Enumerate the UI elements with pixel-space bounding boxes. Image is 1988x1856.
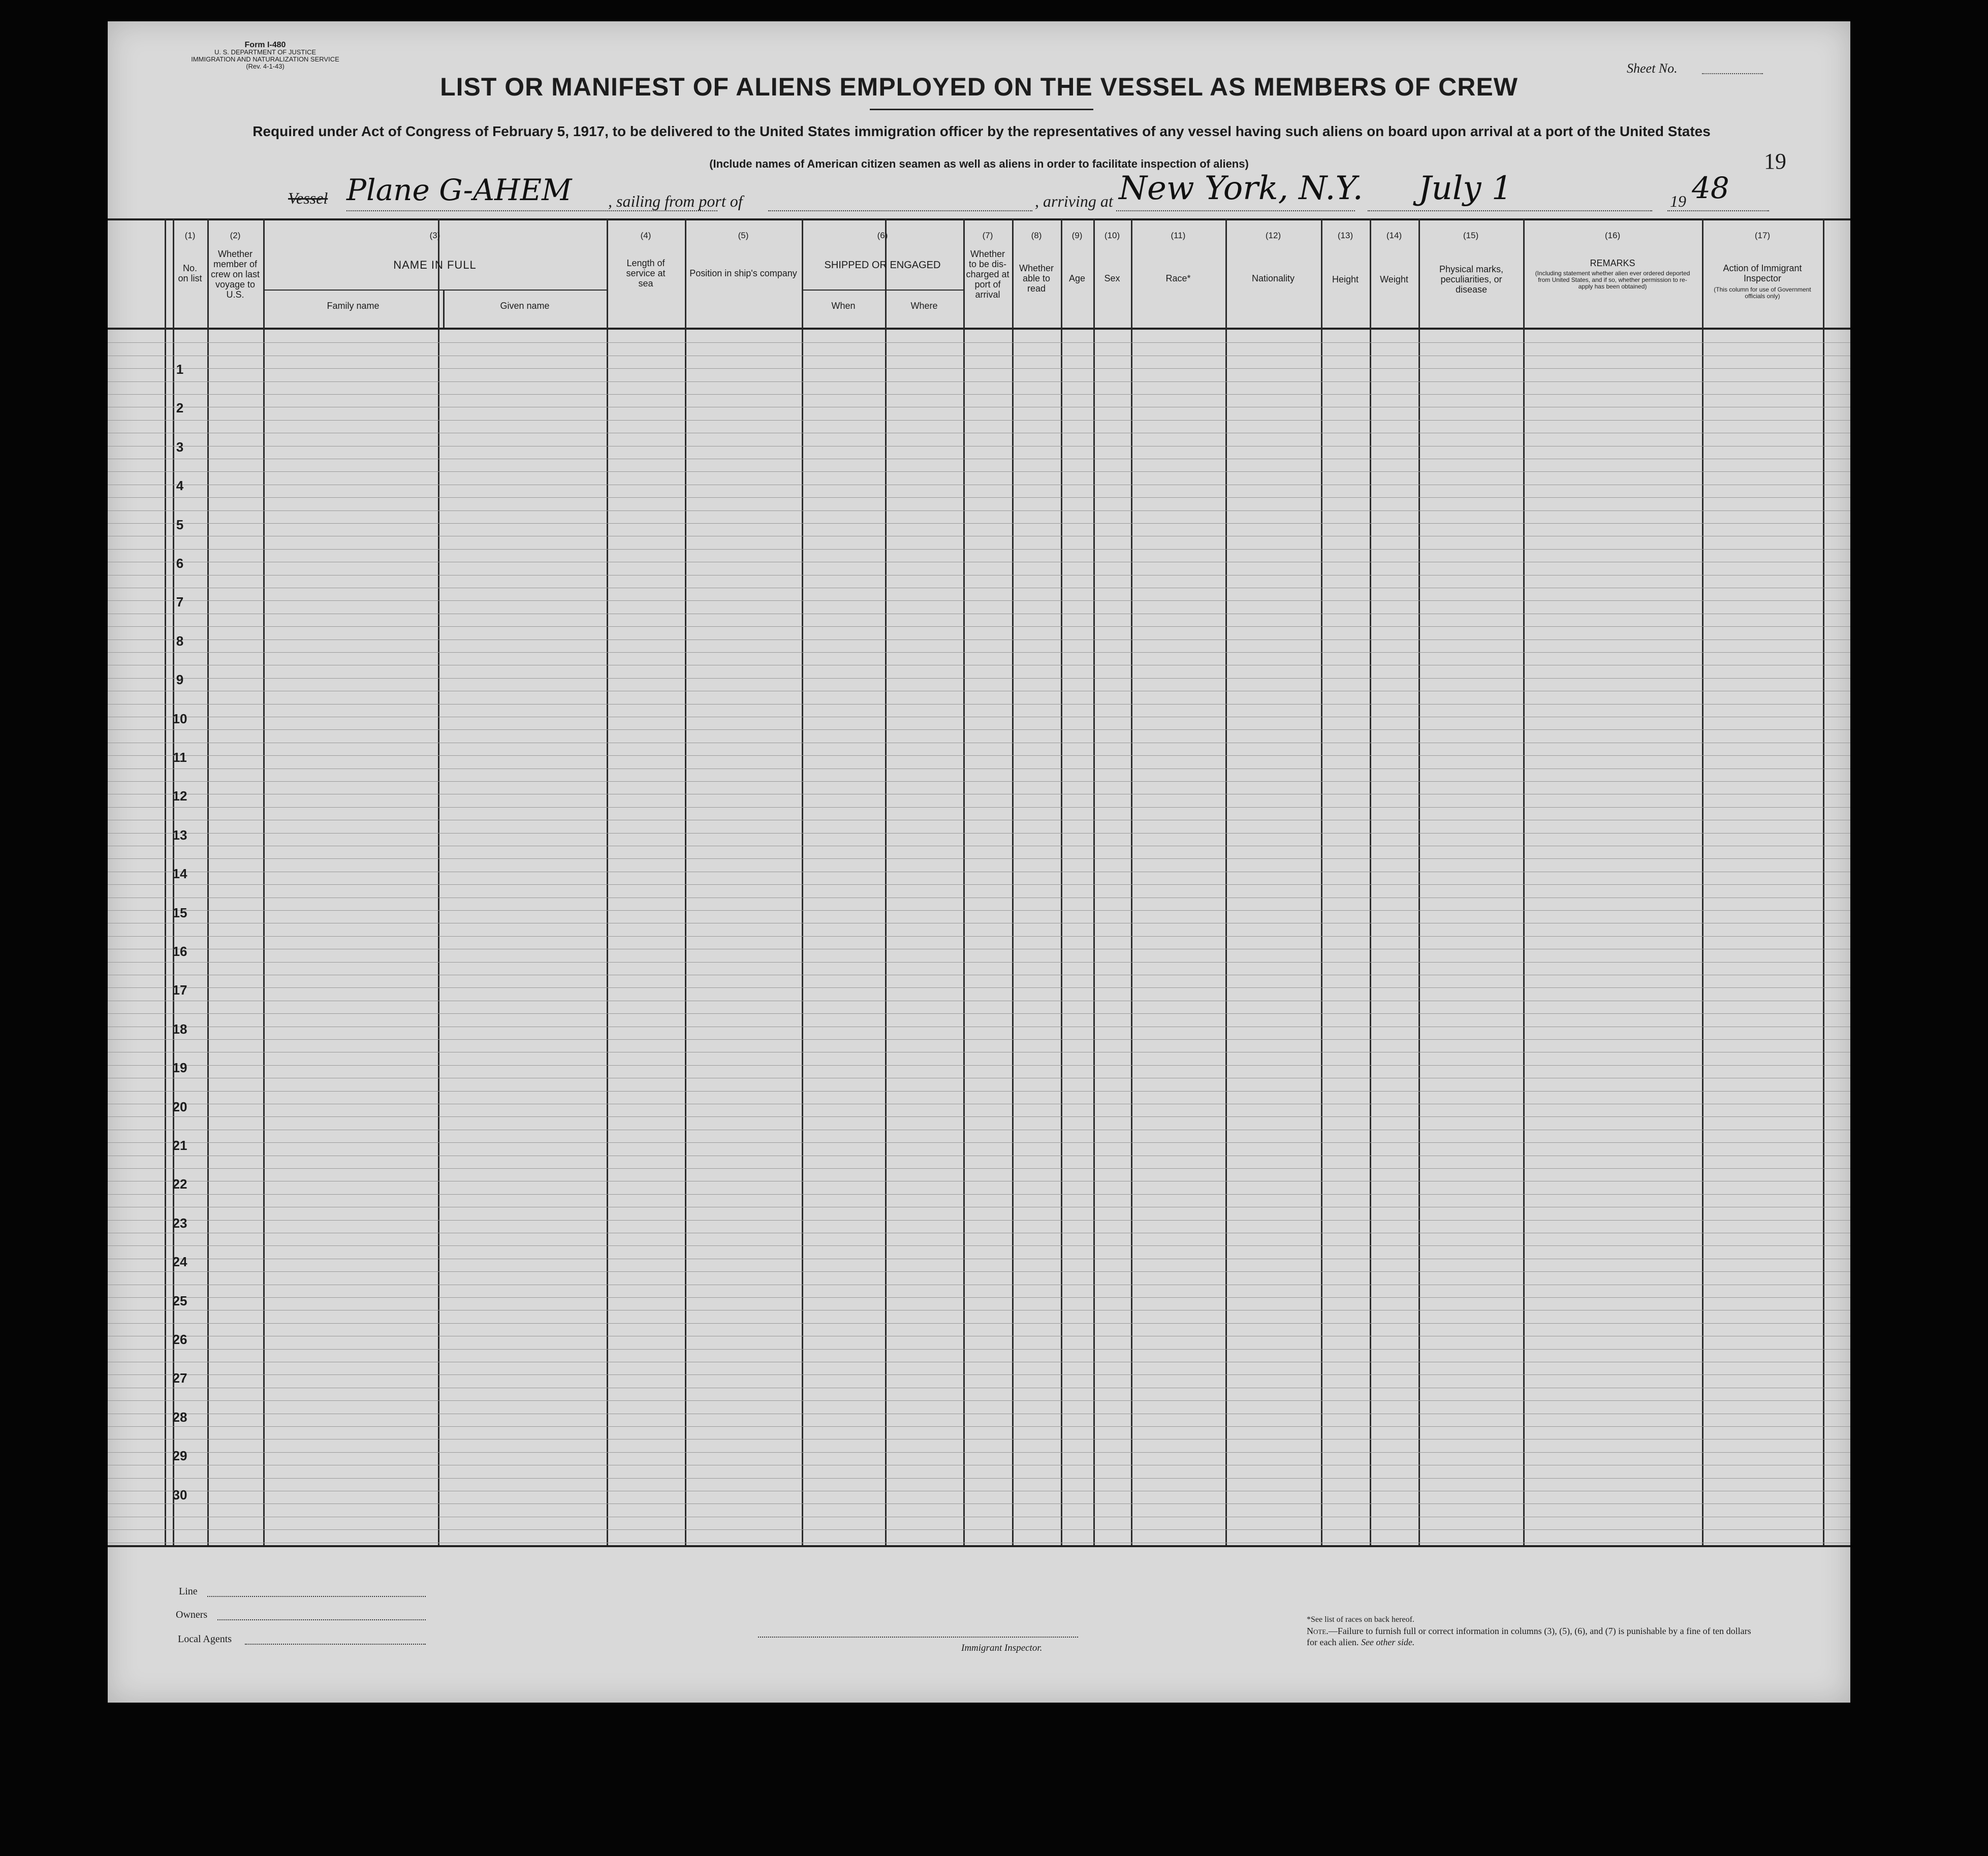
- col-num-11: (11): [1171, 231, 1186, 240]
- form-rev: (Rev. 4-1-43): [246, 62, 285, 70]
- col-num-12: (12): [1265, 231, 1281, 240]
- page-subtitle: Required under Act of Congress of February 5, 1917, to be delivered to the United States immigration officer by the representatives of any vessel having such aliens on board upon arrival at a port of the United States: [253, 123, 1711, 139]
- vessel-label: Vessel: [288, 189, 328, 207]
- row-number: 3: [176, 439, 184, 455]
- col-num-8: (8): [1031, 231, 1042, 240]
- row-rule: [108, 1503, 1850, 1504]
- row-number: 24: [172, 1254, 187, 1270]
- col-head-height: Height: [1332, 274, 1359, 284]
- row-rule: [108, 1529, 1850, 1530]
- row-rule: [108, 755, 1850, 756]
- row-number: 5: [176, 517, 184, 532]
- column-divider: [963, 218, 965, 1545]
- col-num-14: (14): [1386, 231, 1402, 240]
- row-rule: [108, 1400, 1850, 1401]
- year-prefix: 19: [1670, 192, 1686, 210]
- local-agents-field[interactable]: [245, 1644, 426, 1645]
- row-rule: [108, 833, 1850, 834]
- col-num-2: (2): [230, 231, 241, 240]
- page-stamp-number: 19: [1764, 149, 1786, 174]
- arriving-port-underline: [1116, 210, 1355, 211]
- row-number: 12: [172, 788, 187, 804]
- row-rule: [108, 936, 1850, 937]
- owners-field[interactable]: [217, 1619, 426, 1620]
- row-rule: [108, 1297, 1850, 1298]
- col-num-6: (6): [877, 231, 888, 240]
- row-number: 11: [173, 750, 187, 765]
- arriving-port-field[interactable]: New York, N.Y.: [1119, 170, 1363, 207]
- row-rule: [108, 1271, 1850, 1272]
- col-head-position: Position in ship's company: [689, 268, 797, 278]
- row-number: 7: [176, 594, 184, 610]
- row-number: 27: [172, 1370, 187, 1386]
- row-number: 8: [176, 633, 184, 649]
- form-number: Form I-480: [244, 41, 286, 49]
- row-number: 14: [172, 866, 187, 882]
- row-number: 30: [172, 1487, 187, 1502]
- column-divider: [1093, 218, 1095, 1545]
- col-head-when: When: [831, 301, 856, 311]
- footer-owners-label: Owners: [176, 1609, 208, 1620]
- row-number: 23: [172, 1215, 187, 1231]
- row-rule: [108, 1245, 1850, 1246]
- row-rule: [108, 678, 1850, 679]
- column-divider: [1702, 218, 1703, 1545]
- fine-note: [1307, 1625, 1764, 1648]
- row-rule: [108, 1374, 1850, 1375]
- row-number: 16: [172, 944, 187, 959]
- row-rule: [108, 1142, 1850, 1143]
- sheet-number-label: Sheet No.: [1627, 61, 1678, 76]
- row-rule: [108, 1426, 1850, 1427]
- row-rule: [108, 1091, 1850, 1092]
- row-rule: [108, 704, 1850, 705]
- footer-line-label: Line: [179, 1586, 198, 1597]
- col-head-inspector-action: Action of Immigrant Inspector: [1723, 263, 1802, 283]
- row-number: 18: [172, 1021, 187, 1037]
- column-divider: [1012, 218, 1014, 1545]
- row-number: 6: [176, 556, 184, 571]
- row-rule: [108, 639, 1850, 640]
- row-rule: [108, 471, 1850, 472]
- vessel-name-field[interactable]: Plane G-AHEM: [346, 173, 572, 207]
- year-underline: [1667, 210, 1769, 211]
- col-head-where: Where: [910, 301, 938, 311]
- row-rule: [108, 368, 1850, 369]
- page-title: LIST OR MANIFEST OF ALIENS EMPLOYED ON THE VESSEL AS MEMBERS OF CREW: [440, 73, 1518, 101]
- title-underline: [870, 109, 1093, 110]
- row-rule: [108, 962, 1850, 963]
- column-divider: [1225, 218, 1227, 1545]
- manifest-sheet: [108, 21, 1850, 1703]
- row-rule: [108, 858, 1850, 859]
- col-head-length-service: Length of service at sea: [626, 258, 666, 289]
- row-rule: [108, 781, 1850, 782]
- column-divider: [1061, 218, 1062, 1545]
- column-divider: [1131, 218, 1132, 1545]
- col-head-sex: Sex: [1104, 273, 1120, 283]
- column-divider: [1321, 218, 1322, 1545]
- row-rule: [108, 523, 1850, 524]
- column-divider: [207, 218, 209, 1545]
- col-head-family-name: Family name: [327, 301, 380, 311]
- row-rule: [108, 652, 1850, 653]
- row-rule: [108, 549, 1850, 550]
- row-rule: [108, 1013, 1850, 1014]
- column-divider: [1370, 218, 1371, 1545]
- column-divider: [685, 218, 686, 1545]
- row-number: 13: [172, 827, 187, 843]
- col-head-weight: Weight: [1380, 274, 1408, 284]
- col-head-able-to-read: Whether able to read: [1019, 263, 1054, 294]
- note-label: Note.: [1307, 1626, 1329, 1636]
- col-head-inspector-note: (This column for use of Government officials only): [1714, 286, 1811, 300]
- row-rule: [108, 394, 1850, 395]
- row-number: 21: [172, 1138, 187, 1153]
- row-rule: [108, 381, 1850, 382]
- row-rule: [108, 1478, 1850, 1479]
- form-dept: U. S. DEPARTMENT OF JUSTICE: [214, 48, 317, 56]
- table-header-rule: [108, 328, 1850, 330]
- col-num-10: (10): [1104, 231, 1120, 240]
- row-number: 25: [172, 1293, 187, 1308]
- row-rule: [108, 1168, 1850, 1169]
- row-rule: [108, 1065, 1850, 1066]
- arriving-label: , arriving at: [1035, 192, 1113, 210]
- col-num-17: (17): [1754, 231, 1771, 240]
- row-rule: [108, 420, 1850, 421]
- col-num-15: (15): [1463, 231, 1479, 240]
- inspector-label: Immigrant Inspector.: [961, 1643, 1043, 1653]
- row-rule: [108, 497, 1850, 498]
- col-num-9: (9): [1071, 231, 1083, 240]
- row-number: 22: [172, 1176, 187, 1192]
- inspector-signature-field[interactable]: [758, 1637, 1078, 1638]
- row-rule: [108, 807, 1850, 808]
- row-rule: [108, 1116, 1850, 1117]
- form-identifier: [159, 42, 372, 70]
- include-note: (Include names of American citizen seamen as well as aliens in order to facilitate inspection of aliens): [709, 157, 1249, 170]
- col-head-discharged: Whether to be dis-charged at port of arrival: [966, 249, 1009, 300]
- form-service: IMMIGRATION AND NATURALIZATION SERVICE: [191, 55, 339, 63]
- row-number: 15: [172, 905, 187, 920]
- col-head-nationality: Nationality: [1251, 273, 1295, 283]
- column-divider: [607, 218, 608, 1545]
- row-rule: [108, 1452, 1850, 1453]
- col-num-13: (13): [1337, 231, 1353, 240]
- row-rule: [108, 1323, 1850, 1324]
- row-number: 1: [176, 362, 184, 377]
- col-num-4: (4): [640, 231, 651, 240]
- line-field[interactable]: [207, 1596, 426, 1597]
- row-number: 2: [176, 400, 184, 416]
- col-num-7: (7): [982, 231, 993, 240]
- year-field[interactable]: 48: [1692, 171, 1729, 205]
- col-head-no-on-list: No. on list: [178, 263, 202, 283]
- row-number: 20: [172, 1099, 187, 1114]
- col-num-16: (16): [1604, 231, 1621, 240]
- col-head-age: Age: [1068, 273, 1086, 283]
- row-rule: [108, 1349, 1850, 1350]
- see-other-side: See other side.: [1361, 1637, 1415, 1647]
- row-number: 9: [176, 672, 184, 688]
- col-head-race: Race*: [1165, 273, 1191, 283]
- date-underline: [1368, 210, 1652, 211]
- name-subheader-rule: [263, 290, 607, 291]
- col-head-physical-marks: Physical marks, peculiarities, or disease: [1439, 264, 1504, 295]
- row-number: 26: [172, 1332, 187, 1347]
- note-text: —Failure to furnish full or correct information in columns (3), (5), (6), and (7) is punishable by a fine of ten dollars for each alien.: [1307, 1626, 1751, 1647]
- row-number: 29: [172, 1448, 187, 1464]
- col-num-3: (3): [429, 231, 440, 240]
- col-head-remarks-note: (Including statement whether alien ever ordered deported from United States, and if so, whether permission to re-apply has been obtained): [1535, 270, 1690, 290]
- col-head-remarks: REMARKS: [1590, 258, 1635, 268]
- footer-agents-label: Local Agents: [178, 1634, 232, 1645]
- row-rule: [108, 600, 1850, 601]
- row-number: 28: [172, 1409, 187, 1425]
- row-number: 19: [172, 1060, 187, 1076]
- row-rule: [108, 510, 1850, 511]
- col-head-name-in-full: NAME IN FULL: [393, 259, 477, 271]
- row-rule: [108, 1194, 1850, 1195]
- date-field[interactable]: July 1: [1418, 170, 1512, 207]
- col-head-given-name: Given name: [500, 301, 550, 311]
- table-top-rule: [108, 218, 1850, 220]
- column-divider: [1823, 218, 1824, 1545]
- row-rule: [108, 1039, 1850, 1040]
- col-head-last-voyage: Whether member of crew on last voyage to U.S.: [210, 249, 260, 300]
- row-rule: [108, 626, 1850, 627]
- row-rule: [108, 342, 1850, 343]
- column-divider: [802, 218, 803, 1545]
- row-rule: [108, 910, 1850, 911]
- sailing-label: , sailing from port of: [608, 192, 743, 210]
- column-divider: [1523, 218, 1525, 1545]
- col-head-shipped-engaged: SHIPPED OR ENGAGED: [824, 260, 941, 271]
- shipped-subheader-rule: [802, 290, 963, 291]
- column-divider: [1418, 218, 1420, 1545]
- table-bottom-rule: [108, 1545, 1850, 1547]
- row-rule: [108, 1220, 1850, 1221]
- row-rule: [108, 884, 1850, 885]
- column-divider: [263, 218, 265, 1545]
- sailing-port-field[interactable]: [768, 210, 1032, 211]
- row-number: 10: [172, 711, 187, 726]
- races-note: *See list of races on back hereof.: [1307, 1615, 1414, 1624]
- row-number: 4: [176, 478, 184, 494]
- row-rule: [108, 729, 1850, 730]
- row-number: 17: [172, 982, 187, 998]
- row-rule: [108, 987, 1850, 988]
- col-num-1: (1): [184, 231, 196, 240]
- column-divider: [885, 218, 887, 1545]
- col-num-5: (5): [738, 231, 749, 240]
- column-divider: [438, 218, 439, 1545]
